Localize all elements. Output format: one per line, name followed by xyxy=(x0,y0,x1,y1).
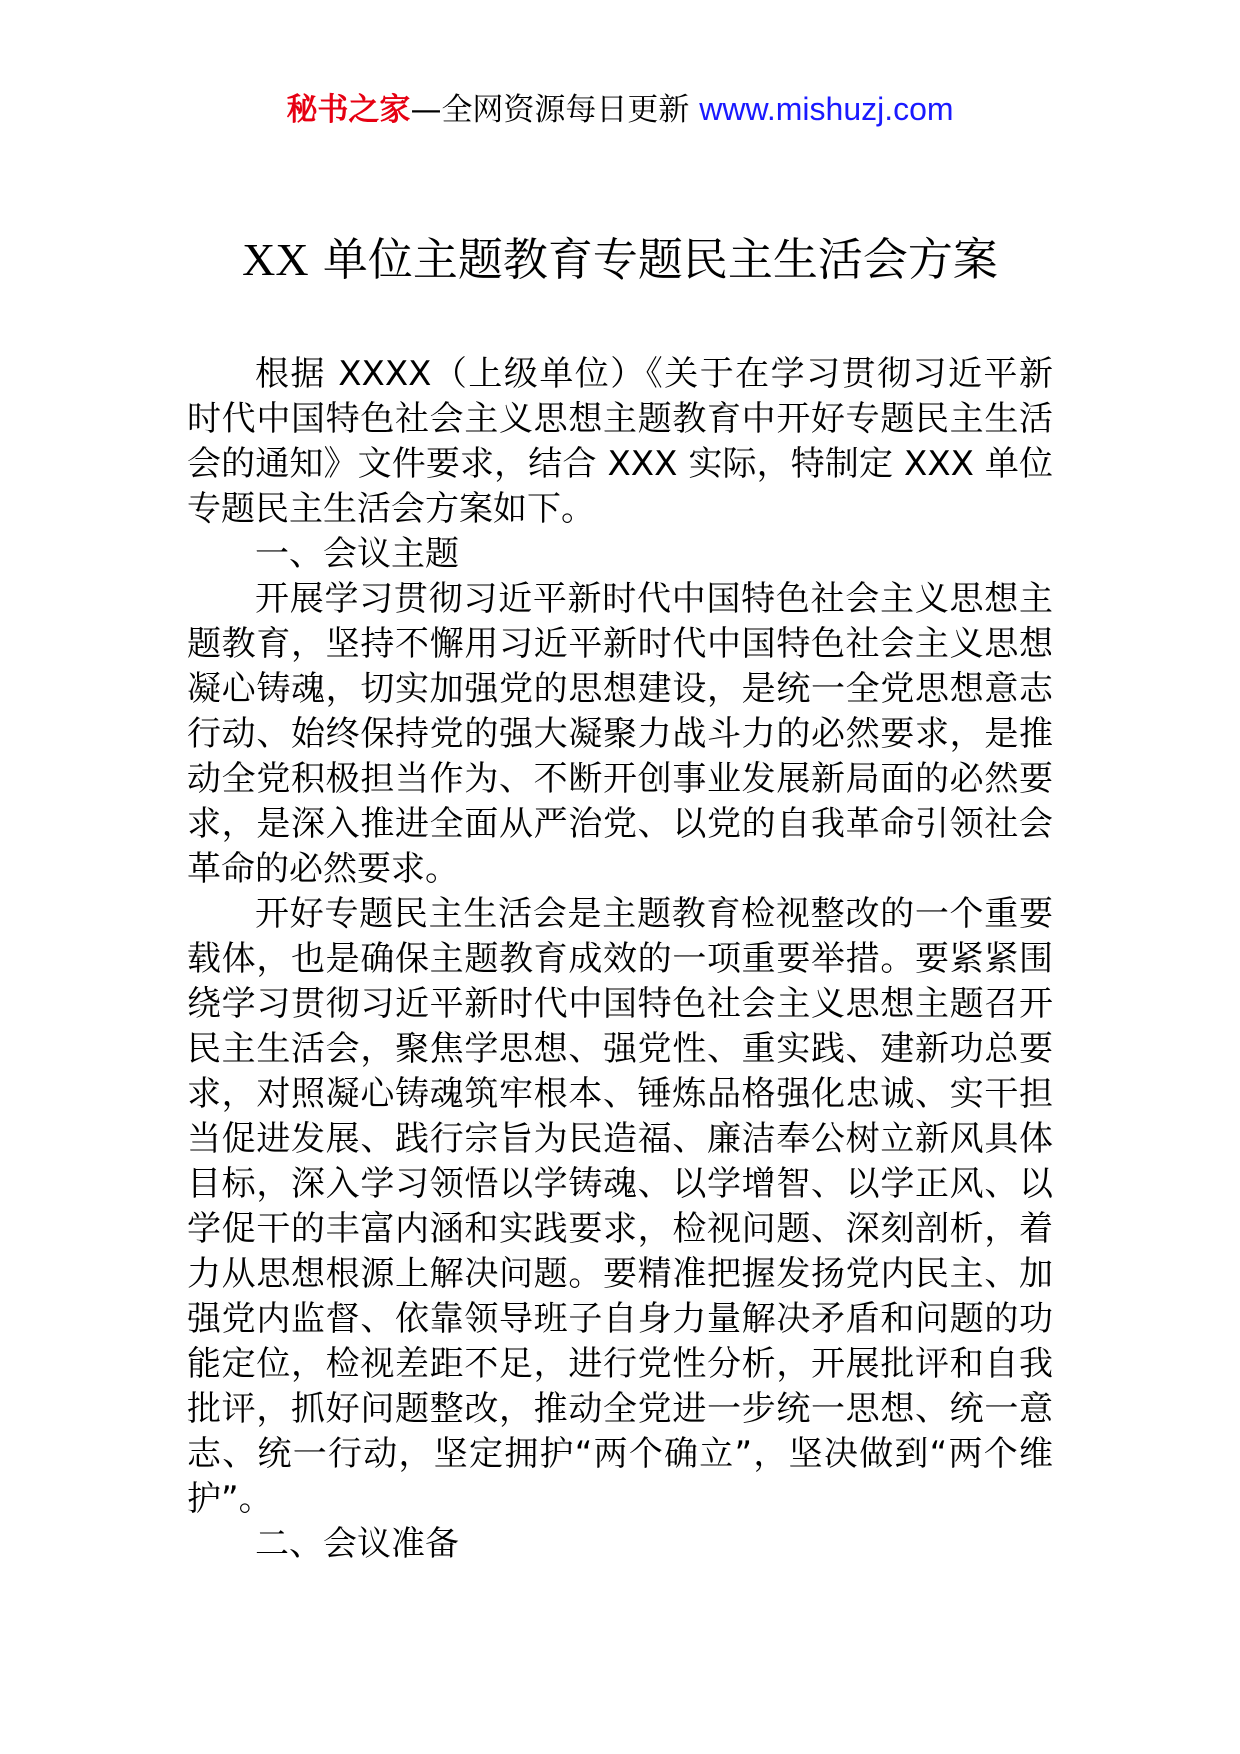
document-body xyxy=(187,352,1053,1567)
body-paragraph: 开好专题民主生活会是主题教育检视整改的一个重要载体，也是确保主题教育成效的一项重要举措。要紧紧围绕学习贯彻习近平新时代中国特色社会主义思想主题召开民主生活会，聚焦学思想、强党性、重实践、建新功总要求，对照凝心铸魂筑牢根本、锤炼品格强化忠诚、实干担当促进发展、践行宗旨为民造福、廉洁奉公树立新风具体目标，深入学习领悟以学铸魂、以学增智、以学正风、以学促干的丰富内涵和实践要求，检视问题、深刻剖析，着力从思想根源上解决问题。要精准把握发扬党内民主、加强党内监督、依靠领导班子自身力量解决矛盾和问题的功能定位，检视差距不足，进行党性分析，开展批评和自我批评，抓好问题整改，推动全党进一步统一思想、统一意志、统一行动，坚定拥护“两个确立”，坚决做到“两个维护”。 xyxy=(187,894,1053,1519)
document-title-prefix: XX xyxy=(242,234,309,285)
body-paragraph: 开展学习贯彻习近平新时代中国特色社会主义思想主题教育，坚持不懈用习近平新时代中国特色社会主义思想凝心铸魂，切实加强党的思想建设，是统一全党思想意志行动、始终保持党的强大凝聚力战斗力的必然要求，是推动全党积极担当作为、不断开创事业发展新局面的必然要求，是深入推进全面从严治党、以党的自我革命引领社会革命的必然要求。 xyxy=(187,579,1053,889)
section-heading-meeting-theme: 一、会议主题 xyxy=(255,534,459,574)
section-heading-meeting-preparation: 二、会议准备 xyxy=(255,1524,459,1564)
intro-paragraph: 根据 XXXX（上级单位）《关于在学习贯彻习近平新时代中国特色社会主义思想主题教育中开好专题民主生活会的通知》文件要求，结合 XXX 实际，特制定 XXX 单位专题民主生活会方案如下。 xyxy=(187,354,1053,529)
site-url-link[interactable]: www.mishuzj.com xyxy=(699,91,954,127)
site-tagline: —全网资源每日更新 xyxy=(410,92,700,128)
site-header xyxy=(0,88,1240,131)
site-brand: 秘书之家 xyxy=(286,92,411,128)
document-title xyxy=(0,230,1240,290)
document-title-main: 单位主题教育专题民主生活会方案 xyxy=(308,233,998,286)
